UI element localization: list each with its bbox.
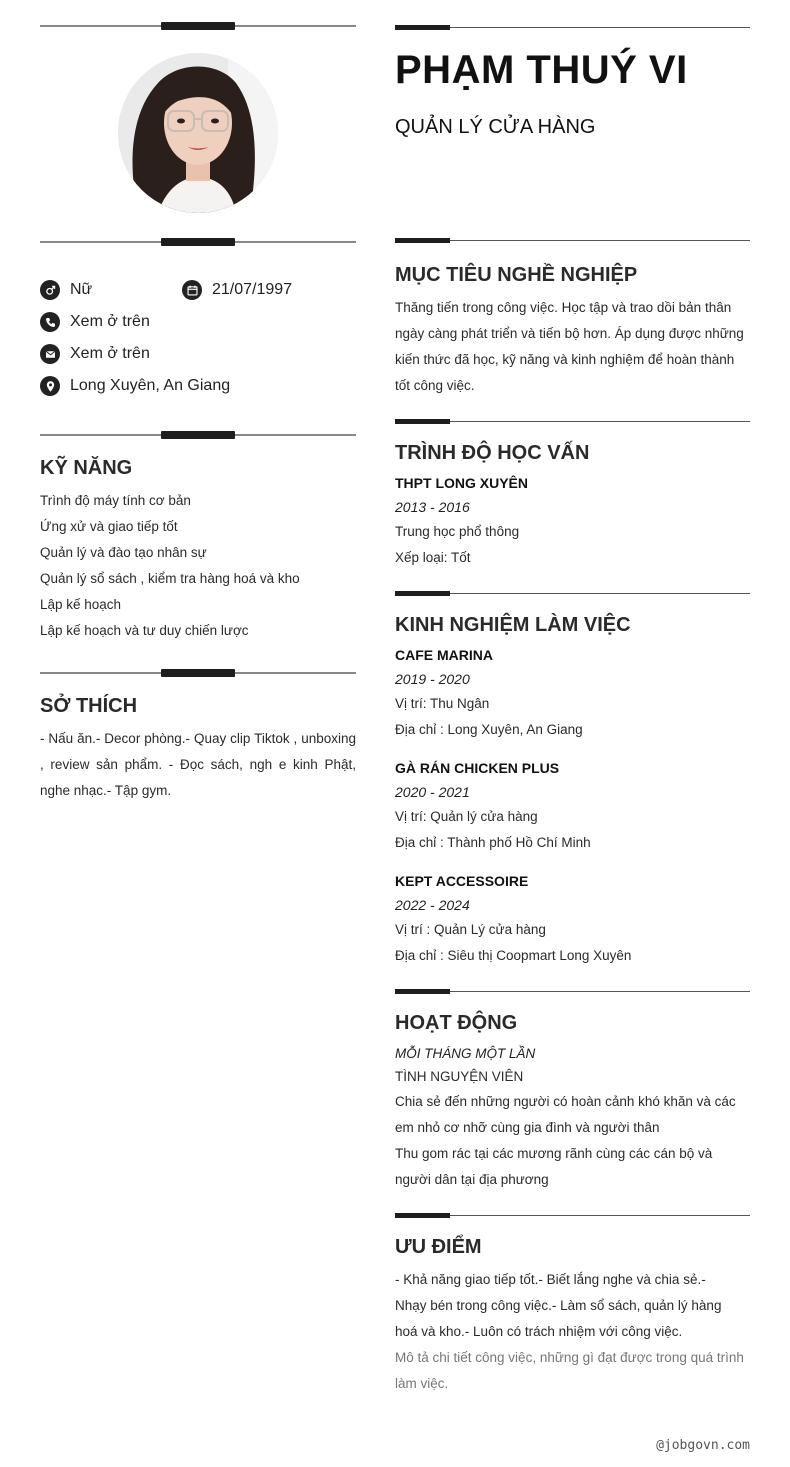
- activity-desc: Thu gom rác tại các mương rãnh cùng các cán bộ và người dân tại địa phương: [395, 1146, 713, 1187]
- job-company: KEPT ACCESSOIRE: [395, 873, 529, 889]
- job-company: CAFE MARINA: [395, 647, 493, 663]
- birthday-row: [182, 280, 292, 300]
- divider: [395, 238, 750, 244]
- divider: [40, 238, 356, 246]
- job-dates: 2020 - 2021: [395, 784, 470, 800]
- job-address: Địa chỉ : Siêu thị Coopmart Long Xuyên: [395, 948, 632, 963]
- email-icon: [40, 344, 60, 364]
- divider: [40, 431, 356, 439]
- candidate-name: PHẠM THUÝ VI: [395, 48, 688, 92]
- activity-frequency: MỖI THÁNG MỘT LẦN: [395, 1046, 536, 1061]
- skill-item: Trình độ máy tính cơ bản: [40, 493, 191, 508]
- job-dates: 2022 - 2024: [395, 897, 470, 913]
- education-grade: Xếp loại: Tốt: [395, 550, 471, 565]
- job-dates: 2019 - 2020: [395, 671, 470, 687]
- watermark: @jobgovn.com: [656, 1438, 750, 1453]
- job-address: Địa chỉ : Long Xuyên, An Giang: [395, 722, 583, 737]
- email-value: Xem ở trên: [70, 345, 150, 362]
- activities-title: HOẠT ĐỘNG: [395, 1012, 518, 1034]
- activity-desc: Chia sẻ đến những người có hoàn cảnh khó khăn và các em nhỏ cơ nhỡ cùng gia đình và người thân: [395, 1094, 736, 1135]
- skills-title: KỸ NĂNG: [40, 457, 133, 479]
- candidate-role: QUẢN LÝ CỬA HÀNG: [395, 116, 596, 138]
- skill-item: Ứng xử và giao tiếp tốt: [40, 519, 178, 534]
- divider: [395, 1213, 750, 1219]
- profile-photo: [118, 53, 278, 213]
- skill-item: Quản lý và đào tạo nhân sự: [40, 545, 207, 560]
- job-company: GÀ RÁN CHICKEN PLUS: [395, 760, 560, 776]
- experience-title: KINH NGHIỆM LÀM VIỆC: [395, 614, 631, 636]
- job-address: Địa chỉ : Thành phố Hồ Chí Minh: [395, 835, 591, 850]
- phone-row: [40, 312, 150, 332]
- birthday-value: 21/07/1997: [212, 281, 293, 298]
- address-row: [40, 376, 230, 396]
- education-level: Trung học phổ thông: [395, 524, 520, 539]
- job-position: Vị trí : Quản Lý cửa hàng: [395, 922, 546, 937]
- divider: [395, 989, 750, 995]
- skill-item: Quản lý sổ sách , kiểm tra hàng hoá và kho: [40, 571, 300, 586]
- school-name: THPT LONG XUYÊN: [395, 475, 529, 491]
- email-row: [40, 344, 150, 364]
- strengths-text: - Khả năng giao tiếp tốt.- Biết lắng nghe và chia sẻ.- Nhạy bén trong công việc.- Làm sổ sách, quản lý hàng hoá và kho.- Luôn có trách nhiệm với công việc.: [395, 1272, 722, 1339]
- skill-item: Lập kế hoạch và tư duy chiến lược: [40, 623, 249, 638]
- hobbies-title: SỞ THÍCH: [40, 695, 138, 717]
- skill-item: Lập kế hoạch: [40, 597, 122, 612]
- calendar-icon: [182, 280, 202, 300]
- phone-value: Xem ở trên: [70, 313, 150, 330]
- gender-row: [40, 280, 92, 300]
- activity-role: TÌNH NGUYỆN VIÊN: [395, 1069, 524, 1084]
- hobbies-text: - Nấu ăn.- Decor phòng.- Quay clip Tiktok , unboxing , review sản phẩm. - Đọc sách, ngh e kinh Phật, nghe nhạc.- Tập gym.: [40, 731, 356, 798]
- phone-icon: [40, 312, 60, 332]
- gender-value: Nữ: [70, 281, 93, 298]
- divider: [395, 25, 750, 31]
- skills-list: [40, 488, 356, 644]
- job-position: Vị trí: Thu Ngân: [395, 696, 490, 711]
- strengths-title: ƯU ĐIỂM: [395, 1236, 482, 1258]
- education-dates: 2013 - 2016: [395, 499, 470, 515]
- divider: [40, 669, 356, 677]
- divider: [40, 22, 356, 30]
- objective-title: MỤC TIÊU NGHỀ NGHIỆP: [395, 264, 638, 286]
- objective-text: Thăng tiến trong công việc. Học tập và trao dồi bản thân ngày càng phát triển và tiến bộ hơn. Áp dụng được những kiến thức đã học, kỹ năng và kinh nghiệm để hoàn thành tốt công việc.: [395, 300, 744, 393]
- education-title: TRÌNH ĐỘ HỌC VẤN: [395, 442, 590, 464]
- job-position: Vị trí: Quản lý cửa hàng: [395, 809, 538, 824]
- divider: [395, 419, 750, 425]
- gender-icon: [40, 280, 60, 300]
- location-pin-icon: [40, 376, 60, 396]
- divider: [395, 591, 750, 597]
- strengths-placeholder: Mô tả chi tiết công việc, những gì đạt được trong quá trình làm việc.: [395, 1350, 744, 1391]
- address-value: Long Xuyên, An Giang: [70, 377, 231, 394]
